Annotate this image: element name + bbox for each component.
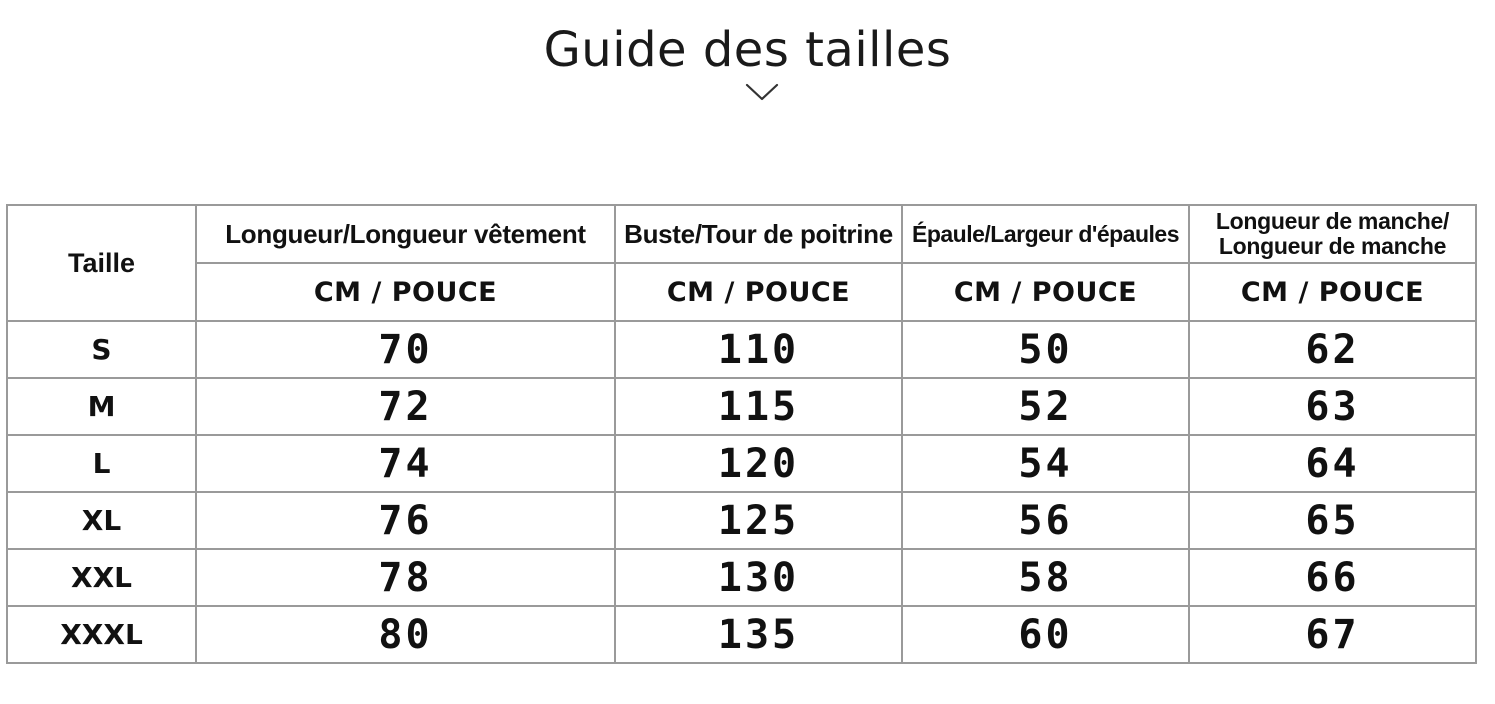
column-header-shoulder: Épaule/Largeur d'épaules bbox=[902, 205, 1189, 263]
bust-value: 125 bbox=[615, 492, 902, 549]
length-value: 80 bbox=[196, 606, 615, 663]
unit-label: CM / POUCE bbox=[196, 263, 615, 321]
bust-value: 130 bbox=[615, 549, 902, 606]
size-label: M bbox=[7, 378, 196, 435]
table-row bbox=[7, 549, 1476, 606]
unit-label: CM / POUCE bbox=[615, 263, 902, 321]
bust-value: 110 bbox=[615, 321, 902, 378]
shoulder-value: 58 bbox=[902, 549, 1189, 606]
shoulder-value: 54 bbox=[902, 435, 1189, 492]
table-row bbox=[7, 435, 1476, 492]
table-unit-row bbox=[7, 263, 1476, 321]
table-header-row bbox=[7, 205, 1476, 263]
bust-value: 120 bbox=[615, 435, 902, 492]
length-value: 70 bbox=[196, 321, 615, 378]
chevron-down-icon bbox=[745, 82, 779, 102]
size-label: S bbox=[7, 321, 196, 378]
sleeve-value: 66 bbox=[1189, 549, 1476, 606]
length-value: 78 bbox=[196, 549, 615, 606]
shoulder-value: 56 bbox=[902, 492, 1189, 549]
unit-label: CM / POUCE bbox=[1189, 263, 1476, 321]
unit-label: CM / POUCE bbox=[902, 263, 1189, 321]
sleeve-value: 65 bbox=[1189, 492, 1476, 549]
column-header-sleeve bbox=[1189, 205, 1476, 263]
length-value: 76 bbox=[196, 492, 615, 549]
length-value: 74 bbox=[196, 435, 615, 492]
column-header-sleeve-line2: Longueur de manche bbox=[1218, 233, 1447, 259]
column-header-bust: Buste/Tour de poitrine bbox=[615, 205, 902, 263]
bust-value: 115 bbox=[615, 378, 902, 435]
length-value: 72 bbox=[196, 378, 615, 435]
sleeve-value: 64 bbox=[1189, 435, 1476, 492]
shoulder-value: 60 bbox=[902, 606, 1189, 663]
size-column-header: Taille bbox=[7, 205, 196, 321]
size-label: XXL bbox=[7, 549, 196, 606]
column-header-length: Longueur/Longueur vêtement bbox=[196, 205, 615, 263]
bust-value: 135 bbox=[615, 606, 902, 663]
size-label: XXXL bbox=[7, 606, 196, 663]
shoulder-value: 50 bbox=[902, 321, 1189, 378]
column-header-sleeve-line1: Longueur de manche/ bbox=[1215, 208, 1450, 234]
size-label: XL bbox=[7, 492, 196, 549]
table-row bbox=[7, 378, 1476, 435]
size-guide-table bbox=[6, 204, 1477, 664]
sleeve-value: 62 bbox=[1189, 321, 1476, 378]
table-row bbox=[7, 492, 1476, 549]
table-row bbox=[7, 606, 1476, 663]
sleeve-value: 67 bbox=[1189, 606, 1476, 663]
shoulder-value: 52 bbox=[902, 378, 1189, 435]
page-title: Guide des tailles bbox=[543, 22, 952, 78]
sleeve-value: 63 bbox=[1189, 378, 1476, 435]
table-row bbox=[7, 321, 1476, 378]
size-label: L bbox=[7, 435, 196, 492]
